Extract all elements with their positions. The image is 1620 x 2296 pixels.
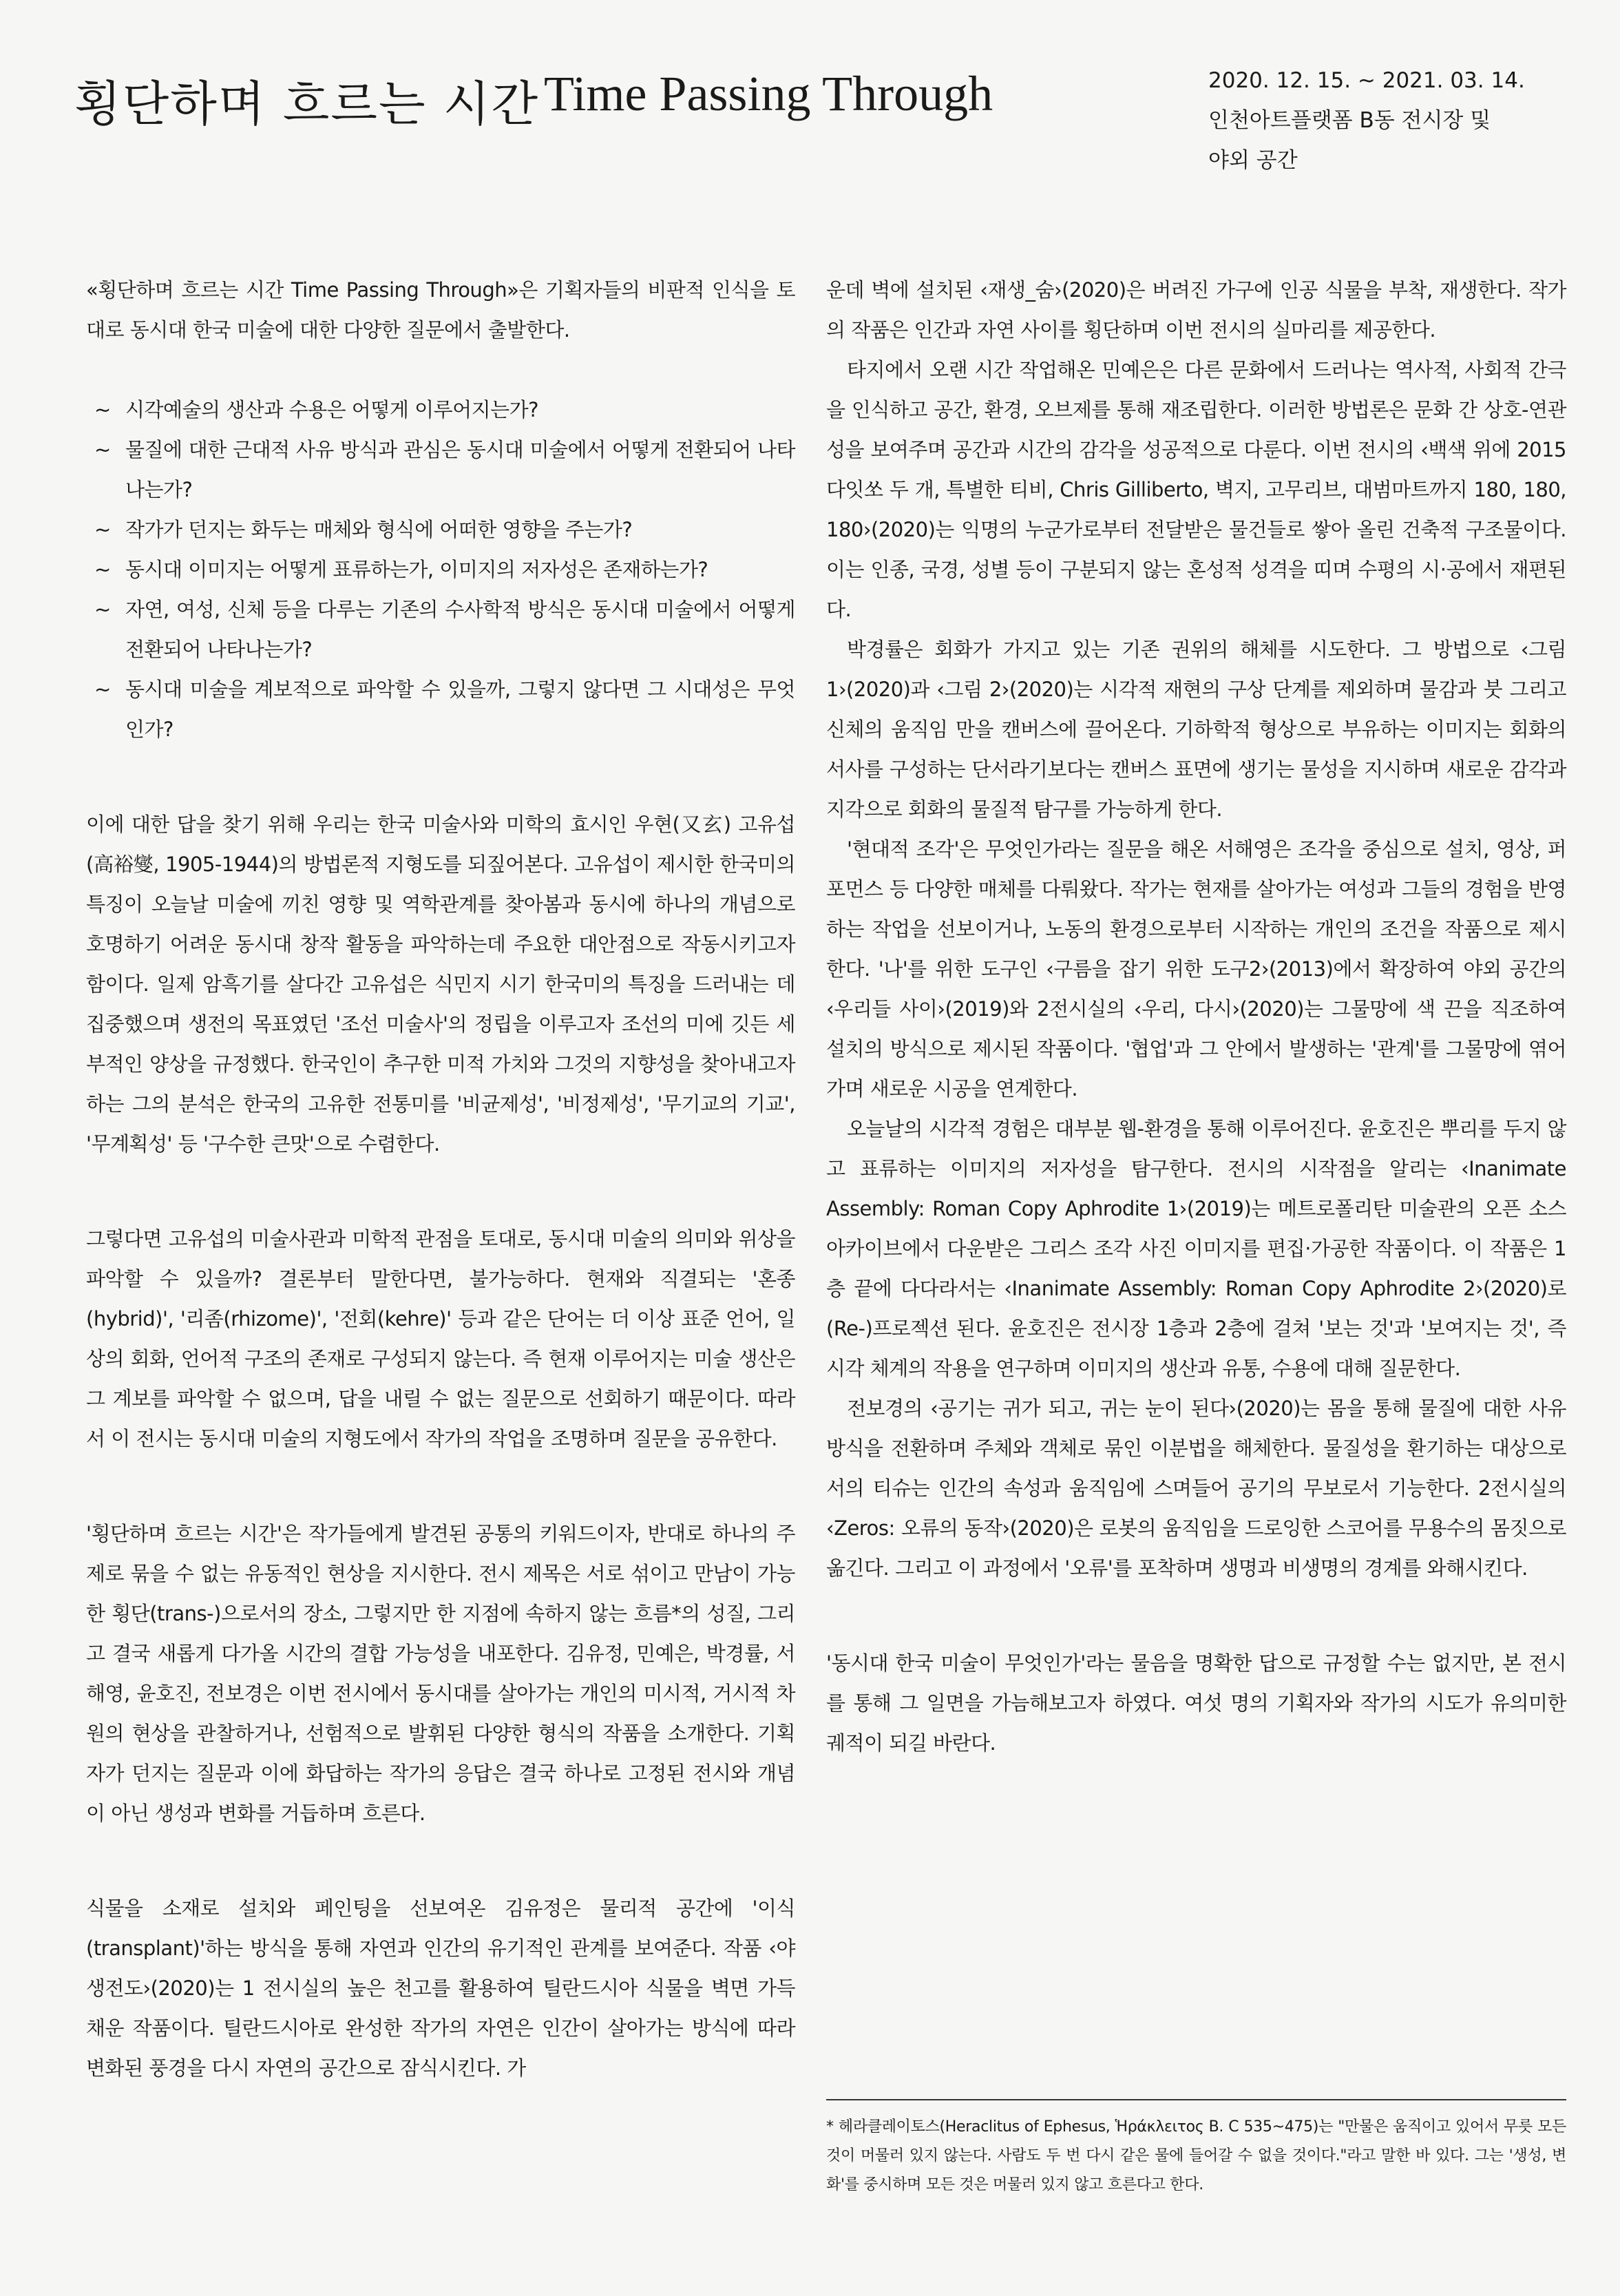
paragraph-yun-hojin: 오늘날의 시각적 경험은 대부분 웹-환경을 통해 이루어진다. 윤호진은 뿌리를 두지 않고 표류하는 이미지의 저자성을 탐구한다. 전시의 시작점을 알리는 ‹Inanimate Assembly: Roman Copy Aphrodite 1›(2019)는 메트로폴리탄 미술관의 오픈 소스 아카이브에서 다운받은 그리스 조각 사진 이미지를 편집·가공한 작품이다. 이 작품은 1층 끝에 다다라서는 ‹Inanimate Assembly: Roman Copy Aphrodite 2›(2020)로 (Re-)프로젝션 된다. 윤호진은 전시장 1층과 2층에 걸쳐 '보는 것'과 '보여지는 것', 즉 시각 체계의 작용을 연구하며 이미지의 생산과 유통, 수용에 대해 질문한다. xyxy=(826,1117,1566,1380)
footnote: * 헤라클레이토스(Heraclitus of Ephesus, Ἡράκλειτος B. C 535~475)는 "만물은 움직이고 있어서 무릇 모든 것이 머물러 있지 않는다. 사람도 두 번 다시 같은 물에 들어갈 수 없을 것이다."라고 말한 바 있다. 그는 '생성, 변화'를 중시하며 모든 것은 머물러 있지 않고 흐른다고 한다. xyxy=(826,2118,1566,2193)
venue-line-1: 인천아트플랫폼 B동 전시장 및 xyxy=(1208,108,1491,133)
paragraph-kim-yujung-cont: 운데 벽에 설치된 ‹재생_숨›(2020)은 버려진 가구에 인공 식물을 부착, 재생한다. 작가의 작품은 인간과 자연 사이를 횡단하며 이번 전시의 실마리를 제공한다. xyxy=(826,278,1566,342)
paragraph-contemporary: 그렇다면 고유섭의 미술사관과 미학적 관점을 토대로, 동시대 미술의 의미와 위상을 파악할 수 있을까? 결론부터 말한다면, 불가능하다. 현재와 직결되는 '혼종(hybrid)', '리좀(rhizome)', '전회(kehre)' 등과 같은 단어는 더 이상 표준 언어, 일상의 회화, 언어적 구조의 존재로 구성되지 않는다. 즉 현재 이루어지는 미술 생산은 그 계보를 파악할 수 없으며, 답을 내릴 수 없는 질문으로 선회하기 때문이다. 따라서 이 전시는 동시대 미술의 지형도에서 작가의 작업을 조명하며 질문을 공유한다. xyxy=(86,1227,795,1450)
question-item: ~ 시각예술의 생산과 수용은 어떻게 이루어지는가? xyxy=(94,398,539,421)
question-item: ~ 동시대 이미지는 어떻게 표류하는가, 이미지의 저자성은 존재하는가? xyxy=(94,558,708,581)
question-item: ~ 물질에 대한 근대적 사유 방식과 관심은 동시대 미술에서 어떻게 전환되어 나타나는가? xyxy=(94,438,795,501)
footnote-divider xyxy=(826,2099,1566,2100)
intro-paragraph: «횡단하며 흐르는 시간 Time Passing Through»은 기획자들의 비판적 인식을 토대로 동시대 한국 미술에 대한 다양한 질문에서 출발한다. xyxy=(86,278,795,342)
paragraph-jeon-bokyung: 전보경의 ‹공기는 귀가 되고, 귀는 눈이 된다›(2020)는 몸을 통해 물질에 대한 사유 방식을 전환하며 주체와 객체로 묶인 이분법을 해체한다. 물질성을 환기하는 대상으로서의 티슈는 인간의 속성과 움직임에 스며들어 공기의 무보로서 기능한다. 2전시실의 ‹Zeros: 오류의 동작›(2020)은 로봇의 움직임을 드로잉한 스코어를 무용수의 몸짓으로 옮긴다. 그리고 이 과정에서 '오류'를 포착하며 생명과 비생명의 경계를 와해시킨다. xyxy=(826,1397,1566,1580)
paragraph-conclusion: '동시대 한국 미술이 무엇인가'라는 물음을 명확한 답으로 규정할 수는 없지만, 본 전시를 통해 그 일면을 가늠해보고자 하였다. 여섯 명의 기획자와 작가의 시도가 유의미한 궤적이 되길 바란다. xyxy=(826,1651,1566,1755)
paragraph-seo-haeyoung: '현대적 조각'은 무엇인가라는 질문을 해온 서해영은 조각을 중심으로 설치, 영상, 퍼포먼스 등 다양한 매체를 다뤄왔다. 작가는 현재를 살아가는 여성과 그들의 경험을 반영하는 작업을 선보이거나, 노동의 환경으로부터 시작하는 개인의 조건을 작품으로 제시한다. '나'를 위한 도구인 ‹구름을 잡기 위한 도구2›(2013)에서 확장하여 야외 공간의 ‹우리들 사이›(2019)와 2전시실의 ‹우리, 다시›(2020)는 그물망에 색 끈을 직조하여 설치의 방식으로 제시된 작품이다. '협업'과 그 안에서 발생하는 '관계'를 그물망에 엮어가며 새로운 시공을 연계한다. xyxy=(826,837,1566,1100)
venue-line-2: 야외 공간 xyxy=(1208,148,1298,173)
exhibition-info xyxy=(1208,61,1525,180)
question-item: ~ 자연, 여성, 신체 등을 다루는 기존의 수사학적 방식은 동시대 미술에서 어떻게 전환되어 나타나는가? xyxy=(94,598,795,661)
exhibition-dates: 2020. 12. 15. ~ 2021. 03. 14. xyxy=(1208,68,1525,93)
title-korean: 횡단하며 흐르는 시간 xyxy=(74,76,540,132)
question-list xyxy=(86,390,795,749)
paragraph-min-yeeun: 타지에서 오랜 시간 작업해온 민예은은 다른 문화에서 드러나는 역사적, 사회적 간극을 인식하고 공간, 환경, 오브제를 통해 재조립한다. 이러한 방법론은 문화 간 상호-연관성을 보여주며 공간과 시간의 감각을 성공적으로 다룬다. 이번 전시의 ‹백색 위에 2015다잇쏘 두 개, 특별한 티비, Chris Gilliberto, 벽지, 고무리브, 대범마트까지 180, 180, 180›(2020)는 익명의 누군가로부터 전달받은 물건들로 쌓아 올린 건축적 구조물이다. 이는 인종, 국경, 성별 등이 구분되지 않는 혼성적 성격을 띠며 수평의 시·공에서 재편된다. xyxy=(826,358,1566,621)
paragraph-title-meaning: '횡단하며 흐르는 시간'은 작가들에게 발견된 공통의 키워드이자, 반대로 하나의 주제로 묶을 수 없는 유동적인 현상을 지시한다. 전시 제목은 서로 섞이고 만남이 가능한 횡단(trans-)으로서의 장소, 그렇지만 한 지점에 속하지 않는 흐름*의 성질, 그리고 결국 새롭게 다가올 시간의 결합 가능성을 내포한다. 김유정, 민예은, 박경률, 서해영, 윤호진, 전보경은 이번 전시에서 동시대를 살아가는 개인의 미시적, 거시적 차원의 현상을 관찰하거나, 선험적으로 발휘된 다양한 형식의 작품을 소개한다. 기획자가 던지는 질문과 이에 화답하는 작가의 응답은 결국 하나로 고정된 전시와 개념이 아닌 생성과 변화를 거듭하며 흐른다. xyxy=(86,1522,795,1825)
question-item: ~ 동시대 미술을 계보적으로 파악할 수 있을까, 그렇지 않다면 그 시대성은 무엇인가? xyxy=(94,678,795,741)
question-item: ~ 작가가 던지는 화두는 매체와 형식에 어떠한 영향을 주는가? xyxy=(94,518,633,541)
title-english: Time Passing Through xyxy=(544,66,993,121)
right-column xyxy=(826,270,1566,1763)
left-column xyxy=(86,270,795,2088)
paragraph-go-yuseop: 이에 대한 답을 찾기 위해 우리는 한국 미술사와 미학의 효시인 우현(又玄) 고유섭(高裕燮, 1905-1944)의 방법론적 지형도를 되짚어본다. 고유섭이 제시한 한국미의 특징이 오늘날 미술에 끼친 영향 및 역학관계를 찾아봄과 동시에 하나의 개념으로 호명하기 어려운 동시대 창작 활동을 파악하는데 주요한 대안점으로 작동시키고자 함이다. 일제 암흑기를 살다간 고유섭은 식민지 시기 한국미의 특징을 드러내는 데 집중했으며 생전의 목표였던 '조선 미술사'의 정립을 이루고자 조선의 미에 깃든 세부적인 양상을 규정했다. 한국인이 추구한 미적 가치와 그것의 지향성을 찾아내고자 하는 그의 분석은 한국의 고유한 전통미를 '비균제성', '비정제성', '무기교의 기교', '무계획성' 등 '구수한 큰맛'으로 수렴한다. xyxy=(86,813,795,1156)
paragraph-park-kyungryul: 박경률은 회화가 가지고 있는 기존 권위의 해체를 시도한다. 그 방법으로 ‹그림 1›(2020)과 ‹그림 2›(2020)는 시각적 재현의 구상 단계를 제외하며 물감과 붓 그리고 신체의 움직임 만을 캔버스에 끌어온다. 기하학적 형상으로 부유하는 이미지는 회화의 서사를 구성하는 단서라기보다는 캔버스 표면에 생기는 물성을 지시하며 새로운 감각과 지각으로 회화의 물질적 탐구를 가능하게 한다. xyxy=(826,638,1566,821)
paragraph-kim-yujung: 식물을 소재로 설치와 페인팅을 선보여온 김유정은 물리적 공간에 '이식(transplant)'하는 방식을 통해 자연과 인간의 유기적인 관계를 보여준다. 작품 ‹야생전도›(2020)는 1 전시실의 높은 천고를 활용하여 틸란드시아 식물을 벽면 가득 채운 작품이다. 틸란드시아로 완성한 작가의 자연은 인간이 살아가는 방식에 따라 변화된 풍경을 다시 자연의 공간으로 잠식시킨다. 가 xyxy=(86,1897,795,2080)
